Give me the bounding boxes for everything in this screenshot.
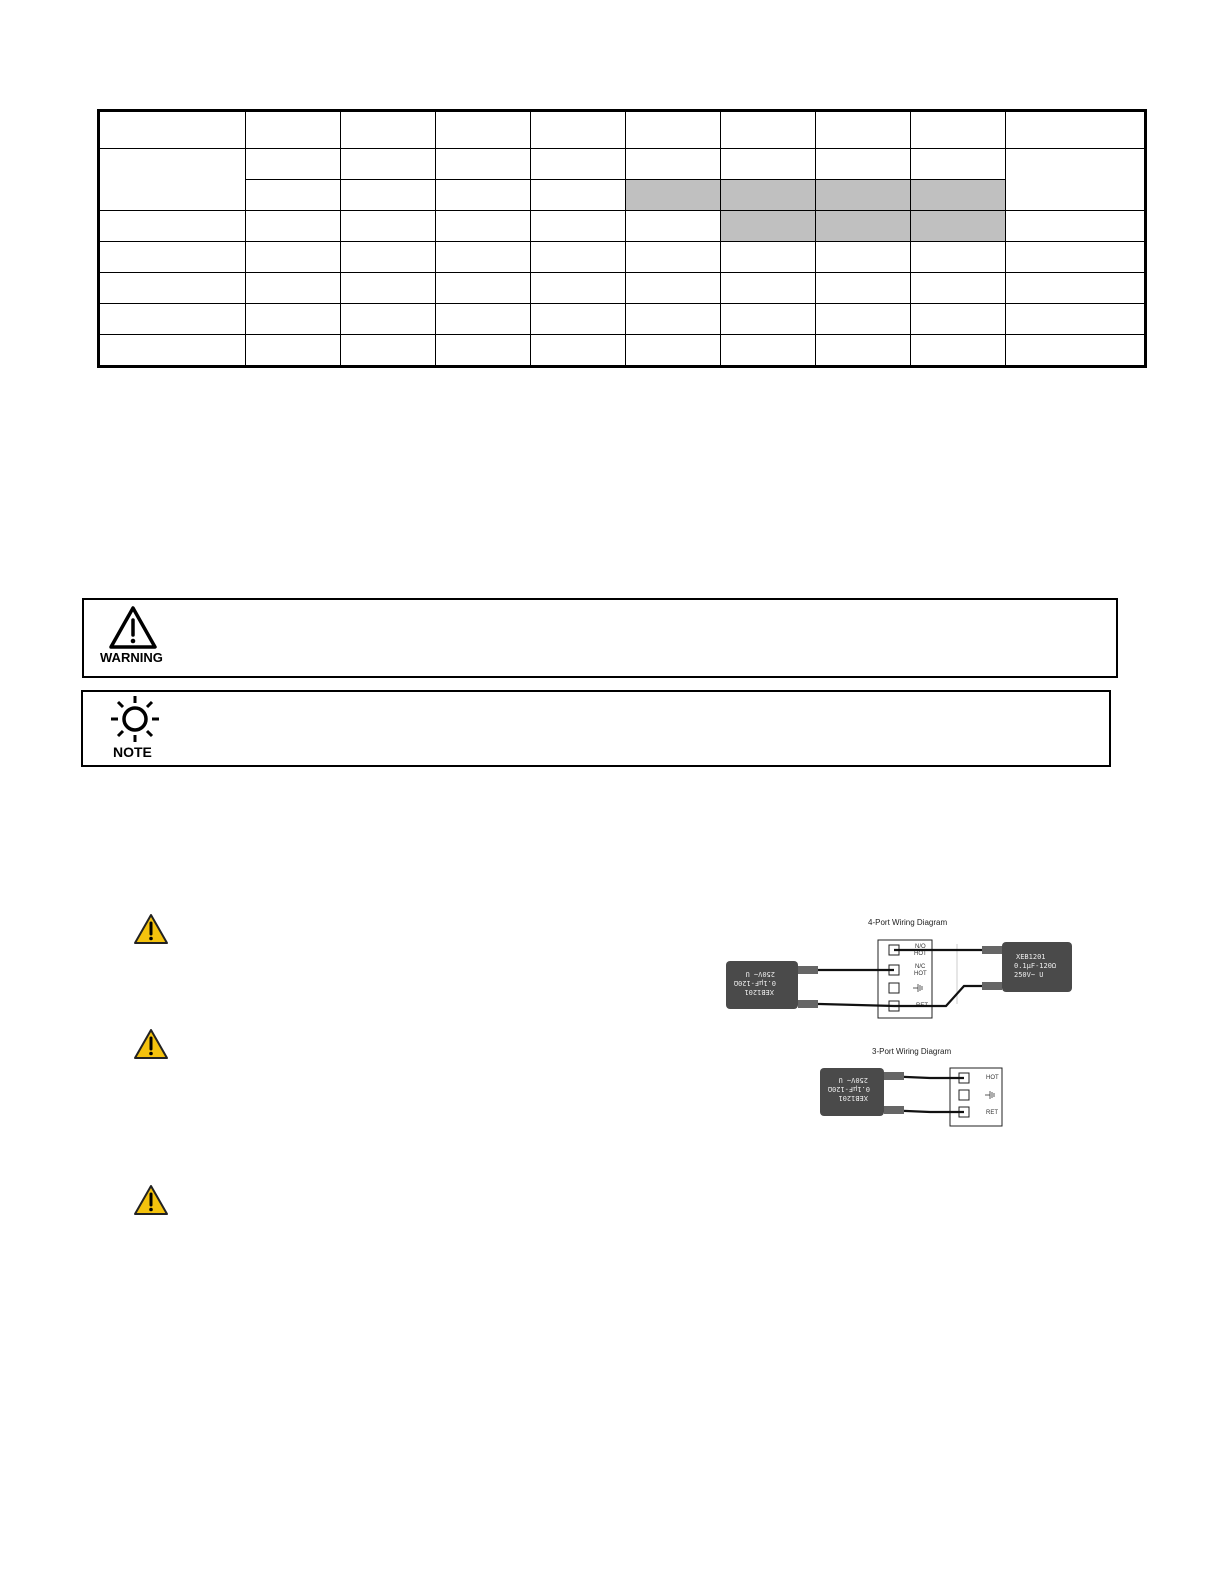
three-port-wiring-diagram <box>812 1044 1008 1128</box>
table-row-divider <box>100 241 1147 242</box>
capacitor-label: 0.1µF-120Ω <box>827 1085 870 1093</box>
table-column-divider <box>815 112 816 368</box>
port-label-ret: RET <box>986 1110 998 1116</box>
table-column-divider <box>435 112 436 368</box>
capacitor-right-label: 0.1µF-120Ω <box>1014 962 1057 970</box>
table-row-divider <box>100 210 1147 211</box>
table-column-divider <box>625 112 626 368</box>
table-column-divider <box>530 112 531 368</box>
port-label-nc: N/C <box>915 964 926 970</box>
lead-sleeve <box>884 1072 904 1080</box>
table-row-divider <box>100 148 1147 149</box>
capacitor-label: XEB1201 <box>838 1094 868 1102</box>
table-column-divider <box>245 112 246 368</box>
port-label-hot: HOT <box>914 951 927 957</box>
port-label-hot: HOT <box>986 1075 999 1081</box>
note-label: NOTE <box>113 744 152 760</box>
terminal-port <box>889 983 899 993</box>
table-column-divider <box>910 112 911 368</box>
caution-triangle-icon <box>133 913 169 945</box>
table-row-divider <box>100 303 1147 304</box>
lightbulb-icon <box>109 694 161 744</box>
capacitor-left-label: 0.1µF-120Ω <box>733 979 776 987</box>
port-label-no: N/O <box>915 944 926 950</box>
warning-label: WARNING <box>100 650 163 665</box>
warning-callout <box>82 598 1118 678</box>
note-callout <box>81 690 1111 767</box>
capacitor-left-label: 250V~ U <box>745 970 775 978</box>
capacitor-label: 250V~ U <box>838 1076 868 1084</box>
capacitor-left-label: XEB1201 <box>744 988 774 996</box>
lead-sleeve <box>798 1000 818 1008</box>
table-row-divider <box>245 179 1006 180</box>
table-column-divider <box>720 112 721 368</box>
warning-triangle-icon <box>108 606 158 650</box>
table-column-divider <box>1005 112 1006 368</box>
terminal-port <box>959 1090 969 1100</box>
spec-table <box>97 109 1147 368</box>
port-label-hot: HOT <box>914 971 927 977</box>
lead-sleeve <box>982 946 1002 954</box>
table-column-divider <box>340 112 341 368</box>
three-port-diagram-title: 3-Port Wiring Diagram <box>872 1047 952 1056</box>
lead-sleeve <box>884 1106 904 1114</box>
table-row-divider <box>100 334 1147 335</box>
capacitor-right-label: 250V~ U <box>1014 971 1044 979</box>
capacitor-right-label: XEB1201 <box>1016 953 1046 961</box>
table-row-divider <box>100 272 1147 273</box>
lead-sleeve <box>798 966 818 974</box>
four-port-wiring-diagram <box>720 914 1080 1020</box>
table-shaded-cell <box>720 210 1006 241</box>
four-port-diagram-title: 4-Port Wiring Diagram <box>868 918 948 927</box>
caution-triangle-icon <box>133 1028 169 1060</box>
caution-triangle-icon <box>133 1184 169 1216</box>
port-label-ret: RET <box>916 1003 928 1009</box>
lead-sleeve <box>982 982 1002 990</box>
